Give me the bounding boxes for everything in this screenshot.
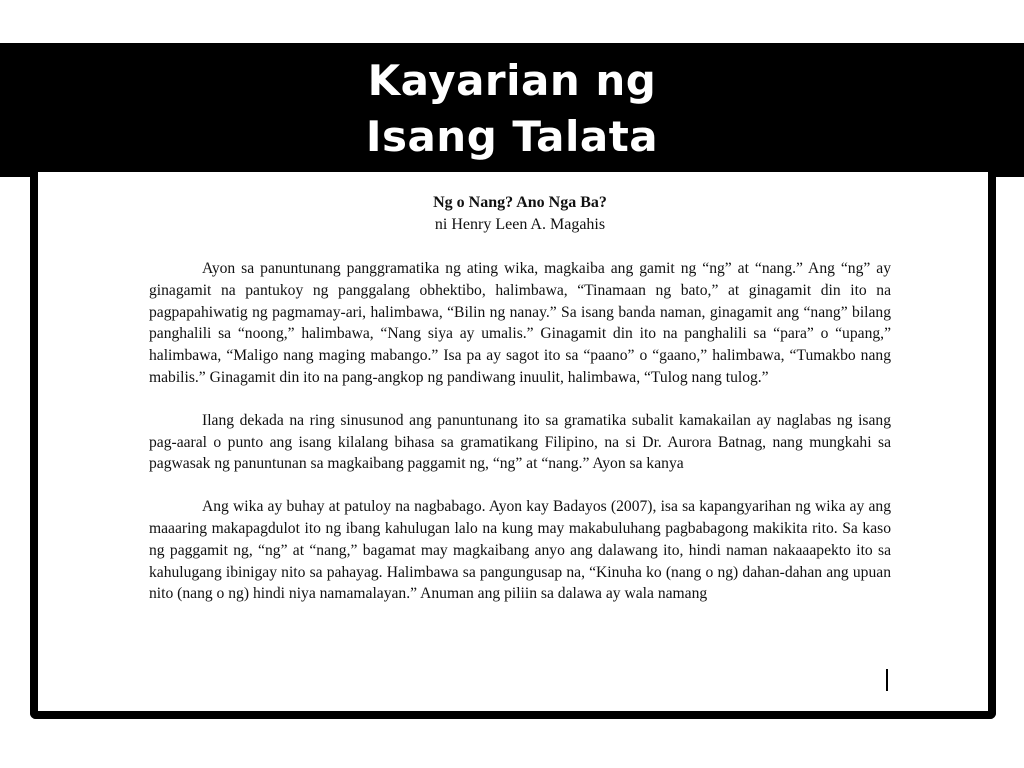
document-content: [149, 192, 891, 626]
paragraph-3: Ang wika ay buhay at patuloy na nagbabago. Ayon kay Badayos (2007), isa sa kapangyarihan ng wika ay ang maaaring makapagdulot ito ng ibang kahulugan lalo na kung may makabuluhang pagbabagong makikita rito. Sa kaso ng paggamit ng, “ng” at “nang,” bagamat may magkaibang anyo ang dalawang ito, hindi naman nakaaapekto ito sa kahulugang ibinigay nito sa pahayag. Halimbawa sa pangungusap na, “Kinuha ko (nang o ng) dahan-dahan ang upuan nito (nang o ng) hindi niya namamalayan.” Anuman ang piliin sa dalawa ay wala namang: [149, 498, 891, 603]
slide-title-line-1: Kayarian ng: [367, 56, 657, 105]
document-page: [38, 172, 988, 711]
paragraph-1: Ayon sa panuntunang panggramatika ng ating wika, magkaiba ang gamit ng “ng” at “nang.” Ang “ng” ay ginagamit na pantukoy ng panggalang obhektibo, halimbawa, “Tinamaan ng bato,” at ginagamit din ito na pagpapahiwatig ng pagmamay-ari, halimbawa, “Bilin ng nanay.” Sa isang banda naman, ginagamit ang “nang” bilang panghalili sa “noong,” halimbawa, “Nang siya ay umalis.” Ginagamit din ito na panghalili sa “para” o “upang,” halimbawa, “Maligo nang maging mabango.” Isa pa ay sagot ito sa “paano” o “gaano,” halimbawa, “Tumakbo nang mabilis.” Ginagamit din ito na pang-angkop ng pandiwang inuulit, halimbawa, “Tulog nang tulog.”: [149, 260, 891, 386]
document-title: Ng o Nang? Ano Nga Ba?: [433, 194, 607, 211]
document-author: ni Henry Leen A. Magahis: [434, 216, 606, 233]
text-cursor: [886, 669, 888, 691]
document-frame: [30, 172, 996, 719]
slide-title-line-2: Isang Talata: [365, 112, 659, 161]
slide-title-bar: [0, 43, 1024, 177]
paragraph-2: Ilang dekada na ring sinusunod ang panuntunang ito sa gramatika subalit kamakailan ay naglabas ng isang pag-aaral o punto ang isang kilalang bihasa sa gramatikang Filipino, na si Dr. Aurora Batnag, nang mungkahi sa pagwasak ng panuntunan sa magkaibang paggamit ng, “ng” at “nang.” Ayon sa kanya: [149, 411, 891, 473]
